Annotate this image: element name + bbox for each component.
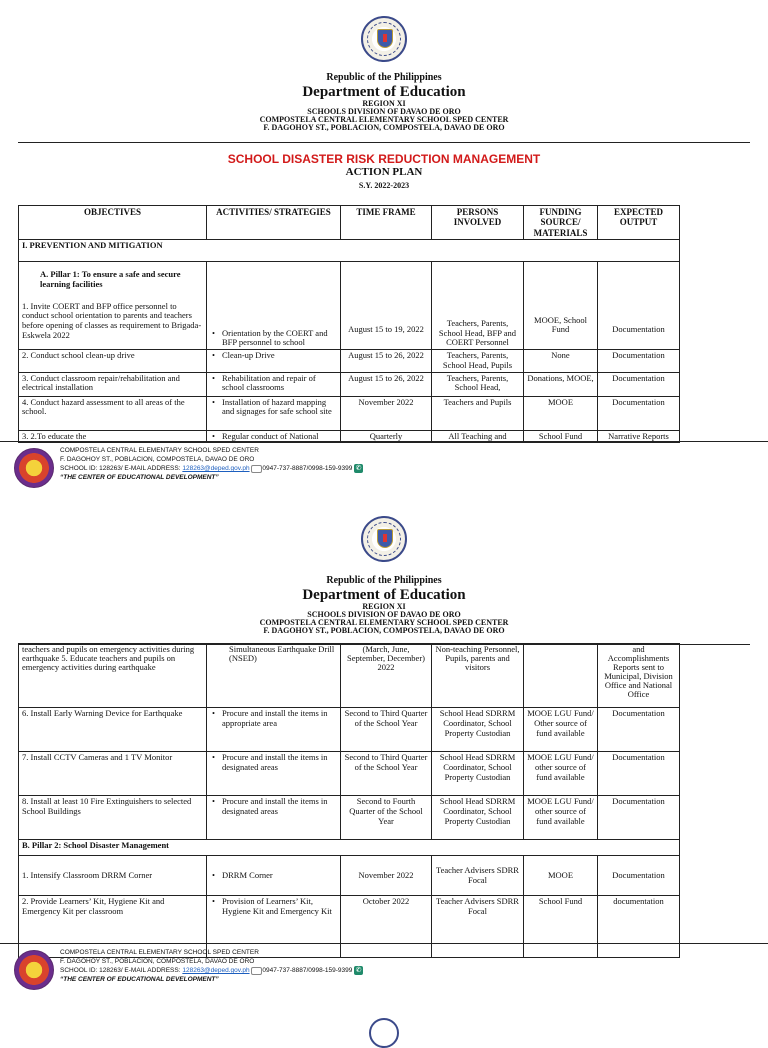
time-cell: August 15 to 26, 2022: [341, 372, 432, 396]
objective-cell: 1. Intensify Classroom DRRM Corner: [19, 856, 207, 896]
output-cell: Documentation: [598, 796, 680, 840]
persons-cell: Teacher Advisers SDRR Focal: [432, 896, 524, 958]
email-icon: [251, 967, 262, 975]
table-row: [19, 752, 680, 796]
funding-cell: [524, 644, 598, 708]
funding-cell: MOOE: [524, 396, 598, 430]
footer-tagline: “THE CENTER OF EDUCATIONAL DEVELOPMENT”: [60, 474, 219, 482]
output-cell: Documentation: [598, 752, 680, 796]
funding-cell: MOOE, School Fund: [524, 262, 598, 350]
footer-divider: [0, 943, 768, 944]
output-cell: documentation: [598, 896, 680, 958]
objective-cell: 1. Invite COERT and BFP office personnel to conduct school orientation to parents and teachers before opening of classes as requirement to Brigada-Eskwela 2022: [22, 300, 202, 340]
plan-subtitle: ACTION PLAN: [345, 166, 423, 178]
persons-cell: Non-teaching Personnel, Pupils, parents and visitors: [432, 644, 524, 708]
footer-phones: 0947-737-8887/0998-159-9399: [262, 967, 353, 975]
output-cell: Documentation: [598, 708, 680, 752]
persons-cell: Teachers, Parents, School Head, Pupils: [432, 350, 524, 373]
persons-cell: Teacher Advisers SDRR Focal: [432, 856, 524, 896]
funding-cell: MOOE LGU Fund/ other source of fund available: [524, 752, 598, 796]
output-cell: Narrative Reports: [598, 430, 680, 443]
output-cell: Documentation: [598, 350, 680, 373]
activity-cell: • Orientation by the COERT and BFP personnel to school: [210, 329, 337, 349]
objective-cell: 8. Install at least 10 Fire Extinguishers to selected School Buildings: [19, 796, 207, 840]
activity-cell: • Installation of hazard mapping and signages for safe school site: [210, 398, 337, 418]
table-row: [19, 644, 680, 708]
objective-cell: 2. Conduct school clean-up drive: [19, 350, 207, 373]
persons-cell: Teachers and Pupils: [432, 396, 524, 430]
objective-cell: 6. Install Early Warning Device for Earthquake: [19, 708, 207, 752]
objective-cell: teachers and pupils on emergency activities during earthquake 5. Educate teachers and pupils on emergency activities during earthquake: [19, 644, 207, 708]
table-row: [19, 856, 680, 896]
time-cell: Second to Third Quarter of the School Year: [341, 752, 432, 796]
letterhead: [0, 576, 768, 635]
activity-cell: • DRRM Corner: [210, 871, 337, 881]
phone-icon: ✆: [355, 465, 362, 472]
footer-contact: SCHOOL ID: 128263/ E-MAIL ADDRESS: 128263@deped.gov.ph 0947-737-8887/0998-159-9399 ✆: [60, 967, 362, 975]
region-label: REGION XI: [362, 602, 406, 611]
funding-cell: School Fund: [524, 430, 598, 443]
school-logo-icon: [14, 950, 54, 990]
header-persons: PERSONS INVOLVED: [432, 206, 524, 240]
objective-cell: 4. Conduct hazard assessment to all areas of the school.: [19, 396, 207, 430]
persons-cell: School Head SDRRM Coordinator, School Property Custodian: [432, 752, 524, 796]
header-time-frame: TIME FRAME: [341, 206, 432, 240]
persons-cell: Teachers, Parents, School Head,: [432, 372, 524, 396]
time-cell: August 15 to 19, 2022: [341, 262, 432, 350]
email-link[interactable]: 128263@deped.gov.ph: [182, 465, 250, 473]
activity-cell: • Procure and install the items in designated areas: [210, 753, 337, 773]
time-cell: Second to Fourth Quarter of the School Year: [341, 796, 432, 840]
phone-icon: ✆: [355, 967, 362, 974]
output-cell: Documentation: [598, 372, 680, 396]
time-cell: Quarterly: [341, 430, 432, 443]
footer-address: F. DAGOHOY ST., POBLACION, COMPOSTELA, DAVAO DE ORO: [60, 456, 255, 463]
table-row: [19, 796, 680, 840]
pillar-1-heading: A. Pillar 1: To ensure a safe and secure learning facilities: [40, 269, 181, 289]
objective-cell: 7. Install CCTV Cameras and 1 TV Monitor: [19, 752, 207, 796]
funding-cell: School Fund: [524, 896, 598, 958]
footer-phones: 0947-737-8887/0998-159-9399: [262, 465, 353, 473]
header-funding: FUNDING SOURCE/ MATERIALS: [524, 206, 598, 240]
footer-contact: SCHOOL ID: 128263/ E-MAIL ADDRESS: 128263@deped.gov.ph 0947-737-8887/0998-159-9399 ✆: [60, 465, 362, 473]
funding-cell: Donations, MOOE,: [524, 372, 598, 396]
deped-seal-icon: [361, 516, 407, 562]
footer-school-name: COMPOSTELA CENTRAL ELEMENTARY SCHOOL SPED CENTER: [60, 949, 259, 956]
persons-cell: All Teaching and: [432, 430, 524, 443]
output-cell: Documentation: [598, 396, 680, 430]
email-link[interactable]: 128263@deped.gov.ph: [182, 967, 250, 975]
header-objectives: OBJECTIVES: [19, 206, 207, 240]
time-cell: November 2022: [341, 856, 432, 896]
department-title: Department of Education: [302, 84, 466, 100]
action-plan-table-2: [18, 643, 680, 958]
footer-address: F. DAGOHOY ST., POBLACION, COMPOSTELA, DAVAO DE ORO: [60, 958, 255, 965]
time-cell: (March, June, September, December) 2022: [341, 644, 432, 708]
address-label: F. DAGOHOY ST., POBLACION, COMPOSTELA, DAVAO DE ORO: [263, 123, 505, 132]
funding-cell: None: [524, 350, 598, 373]
activity-cell: • Clean-up Drive: [210, 351, 337, 361]
time-cell: August 15 to 26, 2022: [341, 350, 432, 373]
header-activities: ACTIVITIES/ STRATEGIES: [207, 206, 341, 240]
school-year: S.Y. 2022-2023: [358, 181, 410, 190]
school-footer: [14, 948, 768, 992]
funding-cell: MOOE LGU Fund/ other source of fund available: [524, 796, 598, 840]
funding-cell: MOOE LGU Fund/ Other source of fund available: [524, 708, 598, 752]
time-cell: October 2022: [341, 896, 432, 958]
activity-cell: • Provision of Learners’ Kit, Hygiene Kit and Emergency Kit: [210, 897, 337, 917]
output-cell: and Accomplishments Reports sent to Municipal, Division Office and National Office: [598, 644, 680, 708]
output-cell: Documentation: [598, 856, 680, 896]
activity-cell: • Regular conduct of National: [210, 432, 337, 442]
plan-title: SCHOOL DISASTER RISK REDUCTION MANAGEMENT: [227, 152, 541, 166]
time-cell: Second to Third Quarter of the School Year: [341, 708, 432, 752]
section-prevention: I. PREVENTION AND MITIGATION: [19, 240, 680, 262]
table-row: [19, 708, 680, 752]
output-cell: Documentation: [598, 262, 680, 350]
pillar-2-heading: B. Pillar 2: School Disaster Management: [19, 840, 680, 856]
school-label: COMPOSTELA CENTRAL ELEMENTARY SCHOOL SPED CENTER: [259, 115, 509, 124]
republic-label: Republic of the Philippines: [326, 72, 442, 83]
activity-cell: • Rehabilitation and repair of school classrooms: [210, 374, 337, 394]
header-output: EXPECTED OUTPUT: [598, 206, 680, 240]
funding-cell: MOOE: [524, 856, 598, 896]
activity-cell: • Procure and install the items in appropriate area: [210, 709, 337, 729]
objective-cell: 3. 2.To educate the: [19, 430, 207, 443]
republic-label: Republic of the Philippines: [326, 575, 442, 586]
persons-cell: School Head SDRRM Coordinator, School Property Custodian: [432, 796, 524, 840]
deped-seal-icon: [369, 1018, 399, 1048]
activity-cell: • Procure and install the items in designated areas: [210, 797, 337, 817]
time-cell: November 2022: [341, 396, 432, 430]
persons-cell: School Head SDRRM Coordinator, School Property Custodian: [432, 708, 524, 752]
division-label: SCHOOLS DIVISION OF DAVAO DE ORO: [307, 107, 461, 116]
footer-tagline: “THE CENTER OF EDUCATIONAL DEVELOPMENT”: [60, 976, 219, 984]
division-label: SCHOOLS DIVISION OF DAVAO DE ORO: [307, 610, 461, 619]
department-title: Department of Education: [302, 587, 466, 603]
objective-cell: 3. Conduct classroom repair/rehabilitation and electrical installation: [19, 372, 207, 396]
address-label: F. DAGOHOY ST., POBLACION, COMPOSTELA, DAVAO DE ORO: [263, 626, 505, 635]
persons-cell: Teachers, Parents, School Head, BFP and COERT Personnel: [432, 262, 524, 350]
objective-cell: 2. Provide Learners’ Kit, Hygiene Kit and Emergency Kit per classroom: [19, 896, 207, 958]
footer-school-name: COMPOSTELA CENTRAL ELEMENTARY SCHOOL SPED CENTER: [60, 447, 259, 454]
region-label: REGION XI: [362, 99, 406, 108]
activity-cell: Simultaneous Earthquake Drill (NSED): [207, 644, 341, 708]
school-label: COMPOSTELA CENTRAL ELEMENTARY SCHOOL SPED CENTER: [259, 618, 509, 627]
